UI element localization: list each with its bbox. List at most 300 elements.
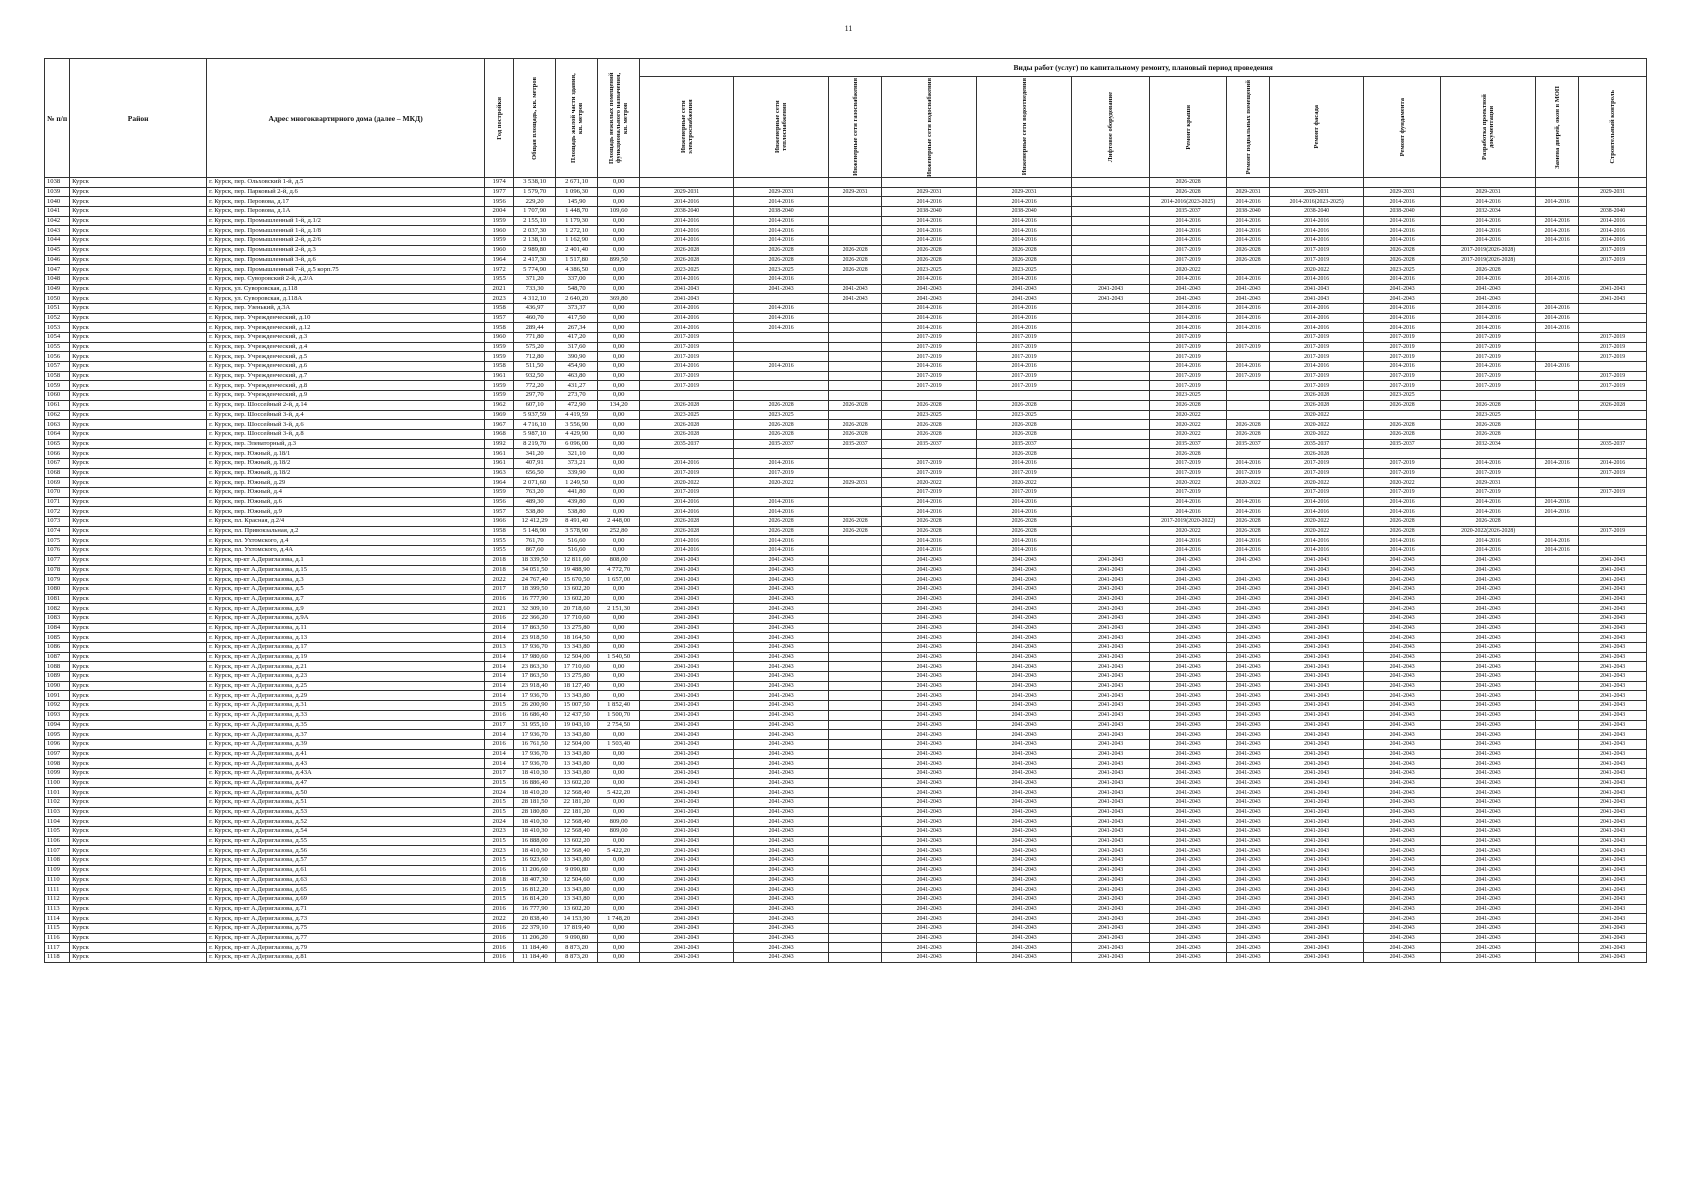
row-address: г. Курск, пр-кт А.Дериглазова, д.11 — [207, 623, 485, 633]
row-address: г. Курск, пр-кт А.Дериглазова, д.61 — [207, 865, 485, 875]
row-work-period: 2014-2016 — [1270, 536, 1364, 546]
row-work-period: 2041-2043 — [1227, 778, 1270, 788]
row-address: г. Курск, пр-кт А.Дериглазова, д.52 — [207, 817, 485, 827]
row-work-period: 2041-2043 — [882, 710, 977, 720]
row-work-period: 2041-2043 — [882, 807, 977, 817]
row-work-period: 2041-2043 — [1227, 662, 1270, 672]
row-work-period: 2041-2043 — [1072, 613, 1150, 623]
row-total-area: 341,20 — [514, 449, 556, 459]
row-total-area: 17 863,50 — [514, 672, 556, 682]
row-district: Курск — [70, 739, 207, 749]
row-work-period: 2041-2043 — [1072, 846, 1150, 856]
col-header-work-10 — [1441, 77, 1536, 178]
row-work-period: 2041-2043 — [977, 730, 1072, 740]
row-work-period: 2014-2016 — [1150, 546, 1227, 556]
row-work-period: 2020-2022 — [734, 478, 829, 488]
table-row — [45, 584, 1647, 594]
row-work-period: 2041-2043 — [640, 836, 734, 846]
col-header-work-text: Разработка проектной документации — [1481, 94, 1496, 160]
row-total-area: 18 410,30 — [514, 817, 556, 827]
row-work-period: 2041-2043 — [977, 778, 1072, 788]
col-header-work-9 — [1364, 77, 1441, 178]
row-work-period: 2041-2043 — [1227, 749, 1270, 759]
row-year: 1959 — [485, 488, 514, 498]
row-address: г. Курск, пер. Южный, д.18/2 — [207, 468, 485, 478]
row-district: Курск — [70, 342, 207, 352]
row-work-period: 2041-2043 — [734, 672, 829, 682]
row-work-period — [1536, 604, 1579, 614]
table-row — [45, 449, 1647, 459]
row-year: 2015 — [485, 856, 514, 866]
row-work-period: 2014-2016 — [1536, 197, 1579, 207]
row-work-period: 2017-2019 — [1441, 342, 1536, 352]
row-work-period: 2026-2028 — [1364, 517, 1441, 527]
row-nonres-area: 0,00 — [598, 778, 640, 788]
col-header-nonres-area-text: Площадь нежилых помещений функционального назначения, кв. метров — [608, 72, 630, 164]
row-work-period: 2026-2028 — [1150, 187, 1227, 197]
row-work-period: 2041-2043 — [1364, 720, 1441, 730]
row-work-period: 2041-2043 — [1150, 894, 1227, 904]
row-work-period: 2041-2043 — [1270, 604, 1364, 614]
row-living-area: 13 602,20 — [556, 584, 598, 594]
row-work-period — [829, 807, 882, 817]
table-row — [45, 875, 1647, 885]
row-year: 2024 — [485, 788, 514, 798]
row-number: 1064 — [45, 429, 70, 439]
row-work-period: 2041-2043 — [1150, 923, 1227, 933]
row-address: г. Курск, пр-кт А.Дериглазова, д.37 — [207, 730, 485, 740]
row-work-period: 2041-2043 — [1270, 904, 1364, 914]
table-row — [45, 488, 1647, 498]
row-work-period: 2017-2019 — [1364, 333, 1441, 343]
row-work-period: 2041-2043 — [1441, 914, 1536, 924]
row-work-period — [1364, 410, 1441, 420]
row-number: 1072 — [45, 507, 70, 517]
row-nonres-area: 0,00 — [598, 342, 640, 352]
table-row — [45, 749, 1647, 759]
col-header-work-text: Строительный контроль — [1609, 90, 1617, 164]
row-address: г. Курск, пер. Учрежденческий, д.8 — [207, 381, 485, 391]
row-work-period: 2041-2043 — [882, 875, 977, 885]
row-nonres-area: 0,00 — [598, 323, 640, 333]
row-work-period: 2041-2043 — [734, 720, 829, 730]
row-work-period: 2041-2043 — [1441, 953, 1536, 963]
row-work-period: 2041-2043 — [1227, 865, 1270, 875]
row-number: 1040 — [45, 197, 70, 207]
row-nonres-area: 0,00 — [598, 768, 640, 778]
row-work-period: 2026-2028 — [882, 255, 977, 265]
row-work-period: 2035-2037 — [1150, 439, 1227, 449]
row-work-period — [829, 701, 882, 711]
row-number: 1038 — [45, 178, 70, 188]
row-work-period: 2041-2043 — [977, 662, 1072, 672]
row-work-period: 2041-2043 — [640, 710, 734, 720]
row-work-period — [829, 730, 882, 740]
row-living-area: 2 671,10 — [556, 178, 598, 188]
table-row — [45, 623, 1647, 633]
row-work-period — [829, 458, 882, 468]
row-work-period: 2041-2043 — [1441, 565, 1536, 575]
col-header-work-5 — [1072, 77, 1150, 178]
row-work-period: 2026-2028 — [734, 429, 829, 439]
row-work-period — [977, 391, 1072, 401]
table-row — [45, 323, 1647, 333]
row-work-period: 2026-2028 — [1150, 400, 1227, 410]
row-nonres-area: 252,80 — [598, 526, 640, 536]
row-work-period: 2041-2043 — [640, 798, 734, 808]
row-work-period: 2041-2043 — [640, 672, 734, 682]
row-work-period: 2017-2019 — [1150, 381, 1227, 391]
row-living-area: 339,90 — [556, 468, 598, 478]
row-work-period: 2017-2019 — [882, 458, 977, 468]
row-nonres-area: 0,00 — [598, 468, 640, 478]
row-nonres-area: 0,00 — [598, 303, 640, 313]
row-address: г. Курск, пр-кт А.Дериглазова, д.41 — [207, 749, 485, 759]
row-work-period — [1536, 410, 1579, 420]
row-work-period: 2017-2019(2020-2022) — [1150, 517, 1227, 527]
row-work-period: 2014-2016 — [1150, 313, 1227, 323]
row-work-period — [829, 323, 882, 333]
col-header-work-2 — [829, 77, 882, 178]
row-living-area: 1 249,50 — [556, 478, 598, 488]
row-work-period: 2041-2043 — [977, 584, 1072, 594]
row-work-period — [1072, 458, 1150, 468]
row-work-period: 2014-2016 — [734, 362, 829, 372]
row-work-period: 2020-2022 — [1270, 517, 1364, 527]
table-row — [45, 691, 1647, 701]
row-year: 2017 — [485, 584, 514, 594]
row-work-period: 2020-2022 — [1227, 478, 1270, 488]
row-work-period: 2032-2034 — [1441, 207, 1536, 217]
row-living-area: 2 640,20 — [556, 294, 598, 304]
row-work-period: 2017-2019 — [1579, 526, 1647, 536]
row-work-period: 2041-2043 — [1364, 875, 1441, 885]
row-year: 2016 — [485, 904, 514, 914]
row-work-period: 2041-2043 — [734, 633, 829, 643]
row-nonres-area: 809,00 — [598, 817, 640, 827]
table-row — [45, 371, 1647, 381]
row-district: Курск — [70, 245, 207, 255]
row-work-period: 2041-2043 — [882, 904, 977, 914]
row-work-period: 2041-2043 — [882, 643, 977, 653]
row-work-period: 2041-2043 — [734, 555, 829, 565]
row-work-period — [829, 759, 882, 769]
row-nonres-area: 0,00 — [598, 836, 640, 846]
row-work-period — [1227, 449, 1270, 459]
row-total-area: 17 936,70 — [514, 749, 556, 759]
row-work-period: 2041-2043 — [882, 933, 977, 943]
row-work-period: 2026-2028 — [640, 517, 734, 527]
row-number: 1108 — [45, 856, 70, 866]
row-district: Курск — [70, 458, 207, 468]
row-work-period — [1072, 236, 1150, 246]
row-district: Курск — [70, 236, 207, 246]
row-work-period: 2041-2043 — [1150, 691, 1227, 701]
row-work-period: 2041-2043 — [1150, 284, 1227, 294]
row-work-period: 2041-2043 — [1072, 672, 1150, 682]
row-year: 1992 — [485, 439, 514, 449]
row-number: 1103 — [45, 807, 70, 817]
row-work-period: 2041-2043 — [1364, 701, 1441, 711]
row-total-area: 18 399,50 — [514, 584, 556, 594]
row-work-period: 2041-2043 — [1441, 865, 1536, 875]
row-year: 2014 — [485, 749, 514, 759]
row-total-area: 5 937,59 — [514, 410, 556, 420]
row-work-period: 2014-2016 — [977, 546, 1072, 556]
row-year: 2016 — [485, 594, 514, 604]
row-address: г. Курск, пер. Перовова, д.17 — [207, 197, 485, 207]
col-header-work-text: Инженерные сети электроснабжения — [679, 99, 694, 155]
row-work-period: 2041-2043 — [734, 730, 829, 740]
row-work-period — [1536, 584, 1579, 594]
row-number: 1087 — [45, 652, 70, 662]
row-work-period: 2041-2043 — [1364, 788, 1441, 798]
row-work-period: 2041-2043 — [734, 865, 829, 875]
row-work-period: 2041-2043 — [1364, 681, 1441, 691]
row-work-period: 2041-2043 — [1364, 856, 1441, 866]
table-row — [45, 604, 1647, 614]
row-work-period: 2041-2043 — [1364, 836, 1441, 846]
row-total-area: 16 923,60 — [514, 856, 556, 866]
row-work-period: 2041-2043 — [1441, 594, 1536, 604]
row-work-period: 2041-2043 — [1150, 294, 1227, 304]
table-row — [45, 429, 1647, 439]
row-year: 2016 — [485, 943, 514, 953]
row-work-period: 2017-2019 — [1270, 371, 1364, 381]
row-district: Курск — [70, 643, 207, 653]
row-work-period: 2017-2019 — [1364, 381, 1441, 391]
table-row — [45, 914, 1647, 924]
row-nonres-area: 0,00 — [598, 381, 640, 391]
row-address: г. Курск, пер. Южный, д.18/1 — [207, 449, 485, 459]
row-living-area: 417,50 — [556, 313, 598, 323]
row-work-period — [829, 546, 882, 556]
row-work-period: 2014-2016 — [1536, 303, 1579, 313]
row-work-period — [734, 294, 829, 304]
row-work-period — [1227, 333, 1270, 343]
col-header-work-12 — [1579, 77, 1647, 178]
row-address: г. Курск, пр-кт А.Дериглазова, д.65 — [207, 885, 485, 895]
row-work-period: 2020-2022 — [1150, 420, 1227, 430]
row-number: 1100 — [45, 778, 70, 788]
row-work-period: 2041-2043 — [1441, 875, 1536, 885]
row-work-period — [1536, 342, 1579, 352]
row-work-period: 2017-2019 — [640, 381, 734, 391]
row-total-area: 11 184,40 — [514, 953, 556, 963]
row-work-period: 2041-2043 — [1072, 943, 1150, 953]
row-work-period: 2041-2043 — [640, 778, 734, 788]
row-work-period — [1579, 362, 1647, 372]
row-district: Курск — [70, 778, 207, 788]
row-total-area: 371,20 — [514, 274, 556, 284]
row-work-period: 2041-2043 — [882, 739, 977, 749]
table-row — [45, 342, 1647, 352]
row-total-area: 5 987,10 — [514, 429, 556, 439]
row-work-period: 2041-2043 — [1441, 701, 1536, 711]
row-work-period: 2038-2040 — [882, 207, 977, 217]
row-work-period: 2041-2043 — [640, 759, 734, 769]
col-header-num: № п/п — [45, 59, 70, 178]
row-work-period: 2029-2031 — [1441, 187, 1536, 197]
row-living-area: 441,80 — [556, 488, 598, 498]
row-work-period: 2041-2043 — [640, 643, 734, 653]
row-district: Курск — [70, 488, 207, 498]
row-work-period: 2041-2043 — [1072, 856, 1150, 866]
row-work-period: 2014-2016 — [640, 536, 734, 546]
row-work-period: 2041-2043 — [1150, 933, 1227, 943]
row-number: 1113 — [45, 904, 70, 914]
row-number: 1066 — [45, 449, 70, 459]
row-work-period: 2014-2016 — [1270, 546, 1364, 556]
row-nonres-area: 0,00 — [598, 449, 640, 459]
row-nonres-area: 0,00 — [598, 488, 640, 498]
row-number: 1049 — [45, 284, 70, 294]
table-row — [45, 391, 1647, 401]
row-work-period: 2041-2043 — [640, 943, 734, 953]
table-row — [45, 536, 1647, 546]
row-nonres-area: 0,00 — [598, 594, 640, 604]
row-number: 1048 — [45, 274, 70, 284]
row-work-period: 2041-2043 — [734, 885, 829, 895]
row-number: 1053 — [45, 323, 70, 333]
row-work-period — [1364, 449, 1441, 459]
row-work-period: 2041-2043 — [1072, 904, 1150, 914]
row-address: г. Курск, пр-кт А.Дериглазова, д.13 — [207, 633, 485, 643]
row-work-period: 2041-2043 — [882, 575, 977, 585]
row-work-period — [829, 342, 882, 352]
row-work-period: 2041-2043 — [977, 768, 1072, 778]
row-work-period: 2041-2043 — [640, 865, 734, 875]
row-living-area: 538,80 — [556, 507, 598, 517]
row-address: г. Курск, пр-кт А.Дериглазова, д.9 — [207, 604, 485, 614]
row-district: Курск — [70, 759, 207, 769]
row-district: Курск — [70, 497, 207, 507]
row-work-period: 2041-2043 — [640, 613, 734, 623]
row-address: г. Курск, пр-кт А.Дериглазова, д.5 — [207, 584, 485, 594]
row-work-period: 2041-2043 — [1441, 836, 1536, 846]
row-work-period — [1579, 410, 1647, 420]
row-work-period: 2014-2016 — [734, 226, 829, 236]
row-work-period — [1072, 449, 1150, 459]
table-row — [45, 381, 1647, 391]
row-living-area: 454,90 — [556, 362, 598, 372]
row-address: г. Курск, пр-кт А.Дериглазова, д.25 — [207, 681, 485, 691]
row-work-period: 2041-2043 — [1270, 807, 1364, 817]
row-work-period: 2041-2043 — [1072, 807, 1150, 817]
row-work-period: 2026-2028 — [882, 429, 977, 439]
row-work-period: 2014-2016 — [1364, 274, 1441, 284]
row-work-period — [829, 391, 882, 401]
row-nonres-area: 0,00 — [598, 584, 640, 594]
row-work-period — [829, 575, 882, 585]
row-work-period: 2017-2019 — [640, 333, 734, 343]
row-total-area: 18 339,50 — [514, 555, 556, 565]
row-work-period: 2041-2043 — [1072, 865, 1150, 875]
row-work-period: 2020-2022 — [640, 478, 734, 488]
row-nonres-area: 0,00 — [598, 546, 640, 556]
row-district: Курск — [70, 507, 207, 517]
row-district: Курск — [70, 807, 207, 817]
row-living-area: 18 164,50 — [556, 633, 598, 643]
row-total-area: 16 888,00 — [514, 836, 556, 846]
row-work-period: 2041-2043 — [640, 856, 734, 866]
row-work-period: 2014-2016 — [882, 323, 977, 333]
row-work-period: 2041-2043 — [1150, 778, 1227, 788]
row-work-period: 2041-2043 — [977, 613, 1072, 623]
table-row — [45, 759, 1647, 769]
row-work-period: 2041-2043 — [734, 827, 829, 837]
row-work-period — [829, 623, 882, 633]
row-work-period: 2032-2034 — [1441, 439, 1536, 449]
table-row — [45, 400, 1647, 410]
row-work-period: 2026-2028 — [1441, 517, 1536, 527]
row-work-period: 2017-2019 — [1579, 245, 1647, 255]
row-work-period: 2014-2016 — [1364, 497, 1441, 507]
row-work-period: 2041-2043 — [977, 594, 1072, 604]
row-work-period: 2017-2019 — [1579, 381, 1647, 391]
row-work-period — [1536, 701, 1579, 711]
row-work-period: 2041-2043 — [1364, 710, 1441, 720]
row-year: 2013 — [485, 643, 514, 653]
row-total-area: 16 886,40 — [514, 778, 556, 788]
row-work-period — [829, 613, 882, 623]
row-work-period — [1536, 187, 1579, 197]
row-work-period: 2014-2016 — [882, 546, 977, 556]
row-work-period: 2041-2043 — [1150, 710, 1227, 720]
row-work-period: 2041-2043 — [734, 817, 829, 827]
row-work-period: 2041-2043 — [1072, 953, 1150, 963]
row-work-period — [829, 594, 882, 604]
row-work-period: 2041-2043 — [1270, 788, 1364, 798]
row-work-period: 2014-2016 — [1441, 313, 1536, 323]
row-work-period: 2041-2043 — [1150, 768, 1227, 778]
col-header-living-area-text: Площадь жилой части здания, кв. метров — [569, 73, 584, 163]
row-district: Курск — [70, 381, 207, 391]
row-nonres-area: 0,00 — [598, 197, 640, 207]
row-district: Курск — [70, 885, 207, 895]
row-work-period: 2014-2016 — [1536, 546, 1579, 556]
row-work-period: 2026-2028 — [1441, 265, 1536, 275]
row-work-period: 2041-2043 — [977, 759, 1072, 769]
row-work-period: 2041-2043 — [734, 798, 829, 808]
row-work-period: 2014-2016 — [1150, 362, 1227, 372]
row-work-period — [1536, 807, 1579, 817]
row-work-period: 2041-2043 — [977, 788, 1072, 798]
row-work-period — [1072, 187, 1150, 197]
row-number: 1061 — [45, 400, 70, 410]
row-work-period: 2014-2016 — [1364, 507, 1441, 517]
row-work-period: 2020-2022 — [1270, 526, 1364, 536]
row-nonres-area: 2 151,30 — [598, 604, 640, 614]
row-total-area: 28 180,80 — [514, 807, 556, 817]
row-work-period: 2026-2028 — [734, 400, 829, 410]
row-work-period: 2017-2019 — [1441, 371, 1536, 381]
row-year: 2022 — [485, 914, 514, 924]
row-address: г. Курск, ул. Суворовская, д.118 — [207, 284, 485, 294]
row-work-period — [1441, 178, 1536, 188]
row-work-period: 2041-2043 — [734, 284, 829, 294]
table-row — [45, 662, 1647, 672]
row-work-period — [829, 662, 882, 672]
row-work-period: 2041-2043 — [1150, 739, 1227, 749]
row-work-period: 2041-2043 — [1270, 749, 1364, 759]
row-address: г. Курск, ул. Суворовская, д.118А — [207, 294, 485, 304]
row-number: 1082 — [45, 604, 70, 614]
row-work-period: 2041-2043 — [977, 933, 1072, 943]
row-work-period: 2041-2043 — [1270, 284, 1364, 294]
row-work-period: 2026-2028 — [977, 449, 1072, 459]
row-work-period: 2041-2043 — [882, 701, 977, 711]
